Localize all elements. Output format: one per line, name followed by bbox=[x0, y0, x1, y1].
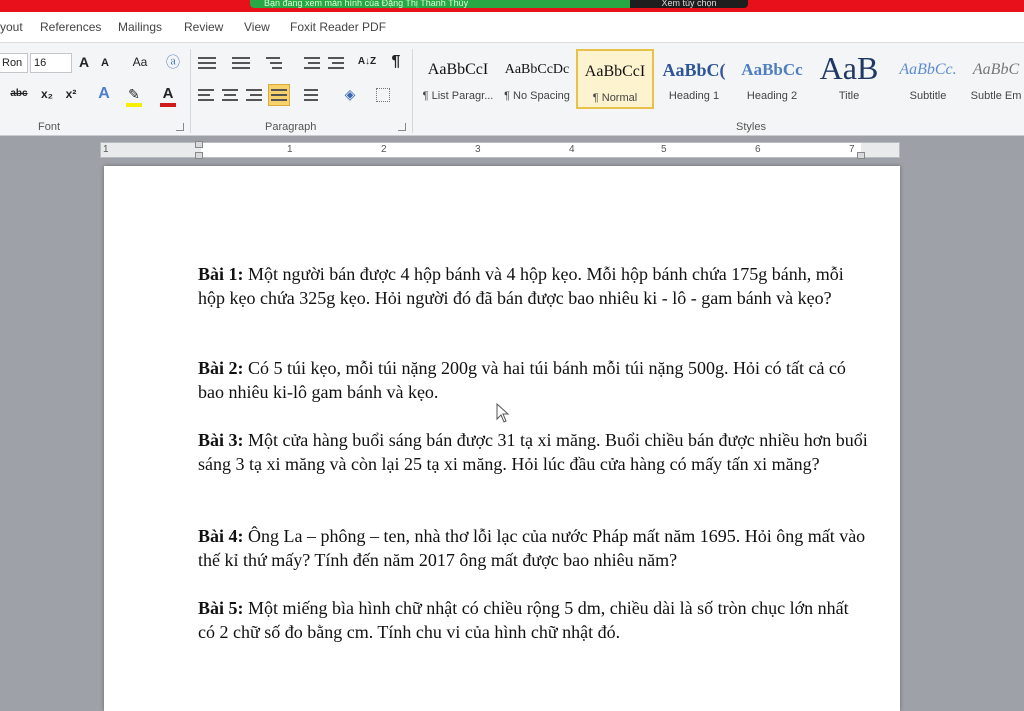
font-color-swatch bbox=[160, 103, 176, 107]
style-list-paragraph[interactable] bbox=[418, 49, 498, 109]
ruler-number: 3 bbox=[475, 144, 481, 155]
style-no-spacing[interactable] bbox=[498, 49, 576, 109]
ruler-number: 5 bbox=[661, 144, 667, 155]
style-preview: AaBbCcDc bbox=[504, 62, 570, 77]
exercise-1[interactable] bbox=[198, 262, 870, 310]
exercise-label: Bài 3: bbox=[198, 430, 244, 450]
tab-layout[interactable]: yout bbox=[0, 20, 23, 34]
group-separator bbox=[412, 49, 413, 133]
ruler-number: 4 bbox=[569, 144, 575, 155]
justify-icon bbox=[271, 88, 289, 102]
tab-references[interactable]: References bbox=[40, 20, 102, 34]
style-name: ¶ List Paragr... bbox=[422, 90, 494, 102]
style-preview: AaBbCcI bbox=[427, 61, 489, 78]
ribbon-tabs bbox=[0, 12, 1024, 42]
exercise-4[interactable] bbox=[198, 524, 870, 572]
group-separator bbox=[190, 49, 191, 133]
style-preview: AaBbCcI bbox=[584, 63, 646, 80]
exercise-text: Một người bán được 4 hộp bánh và 4 hộp kẹo. Mỗi hộp bánh chứa 175g bánh, mỗi hộp kẹo chứa 325g kẹo. Hỏi người đó đã bán được bao nhiêu ki - lô - gam bánh và kẹo? bbox=[198, 264, 844, 308]
align-right-icon[interactable] bbox=[246, 88, 264, 102]
style-name: Title bbox=[838, 90, 860, 102]
exercise-label: Bài 4: bbox=[198, 526, 244, 546]
style-heading-1[interactable] bbox=[656, 49, 732, 109]
screen-share-bar bbox=[0, 0, 1024, 12]
tab-view[interactable]: View bbox=[244, 20, 270, 34]
font-size-box[interactable]: 16 bbox=[30, 53, 72, 73]
tab-foxit-reader-pdf[interactable]: Foxit Reader PDF bbox=[290, 20, 387, 34]
decrease-indent-icon[interactable] bbox=[304, 56, 322, 70]
exercise-2[interactable] bbox=[198, 356, 870, 404]
clear-formatting-icon[interactable]: ⓐ bbox=[166, 54, 180, 70]
tab-review[interactable]: Review bbox=[184, 20, 224, 34]
bullets-icon[interactable] bbox=[198, 56, 216, 70]
grow-font-button[interactable]: A bbox=[78, 54, 90, 70]
multilevel-list-icon[interactable] bbox=[266, 56, 284, 70]
style-name: Heading 1 bbox=[668, 90, 720, 102]
style-title[interactable] bbox=[812, 49, 886, 109]
show-formatting-marks-button[interactable]: ¶ bbox=[391, 53, 401, 70]
exercise-label: Bài 1: bbox=[198, 264, 244, 284]
increase-indent-icon[interactable] bbox=[328, 56, 346, 70]
style-name: Subtitle bbox=[909, 90, 947, 102]
screen-share-notification bbox=[250, 0, 748, 8]
exercise-5[interactable] bbox=[198, 596, 870, 644]
ruler-text-area bbox=[201, 143, 861, 157]
style-name: ¶ Normal bbox=[592, 92, 638, 104]
borders-icon[interactable] bbox=[376, 88, 390, 102]
strikethrough-button[interactable]: abc bbox=[10, 88, 28, 99]
sort-button[interactable]: A↓Z bbox=[357, 56, 377, 67]
style-preview: AaB bbox=[819, 50, 879, 86]
right-indent-marker[interactable] bbox=[857, 152, 865, 159]
justify-button[interactable] bbox=[268, 84, 290, 106]
exercise-text: Có 5 túi kẹo, mỗi túi nặng 200g và hai túi bánh mỗi túi nặng 500g. Hỏi có tất cả có bao nhiêu ki-lô gam bánh và kẹo. bbox=[198, 358, 846, 402]
exercise-label: Bài 5: bbox=[198, 598, 244, 618]
exercise-3[interactable] bbox=[198, 428, 870, 476]
view-options-button[interactable]: Xem tùy chọn bbox=[661, 0, 717, 8]
highlight-icon[interactable]: ✎ bbox=[128, 86, 140, 102]
style-name: Heading 2 bbox=[746, 90, 798, 102]
ruler-number: 1 bbox=[103, 144, 109, 155]
subscript-button[interactable]: x₂ bbox=[40, 87, 53, 101]
first-line-indent-marker[interactable] bbox=[195, 141, 203, 148]
font-dialog-launcher[interactable] bbox=[176, 123, 184, 131]
ruler-number: 7 bbox=[849, 144, 855, 155]
document-page[interactable] bbox=[104, 166, 900, 711]
left-indent-marker[interactable] bbox=[195, 152, 203, 159]
style-name: ¶ No Spacing bbox=[504, 90, 570, 102]
style-preview: AaBbC( bbox=[662, 60, 726, 80]
style-heading-2[interactable] bbox=[734, 49, 810, 109]
style-subtle-emphasis[interactable] bbox=[968, 49, 1024, 109]
style-preview: AaBbCc bbox=[741, 60, 803, 79]
line-spacing-icon[interactable] bbox=[300, 88, 318, 102]
font-group-label: Font bbox=[38, 121, 61, 133]
text-effects-icon[interactable]: A bbox=[98, 85, 110, 102]
ruler-number: 2 bbox=[381, 144, 387, 155]
paragraph-dialog-launcher[interactable] bbox=[398, 123, 406, 131]
ruler-number: 6 bbox=[755, 144, 761, 155]
style-preview: AaBbC bbox=[972, 61, 1020, 78]
shrink-font-button[interactable]: A bbox=[101, 57, 109, 69]
change-case-button[interactable]: Aa bbox=[132, 55, 148, 69]
exercise-text: Một cửa hàng buổi sáng bán được 31 tạ xi măng. Buổi chiều bán được nhiều hơn buổi sáng 3 tạ xi măng và còn lại 25 tạ xi măng. Hỏi lúc đầu cửa hàng có mấy tấn xi măng? bbox=[198, 430, 868, 474]
mouse-pointer-icon bbox=[496, 403, 510, 423]
tab-mailings[interactable]: Mailings bbox=[118, 20, 163, 34]
align-center-icon[interactable] bbox=[222, 88, 240, 102]
horizontal-ruler[interactable] bbox=[100, 142, 900, 158]
style-subtitle[interactable] bbox=[888, 49, 968, 109]
highlight-color-swatch bbox=[126, 103, 142, 107]
exercise-text: Một miếng bìa hình chữ nhật có chiều rộng 5 dm, chiều dài là số tròn chục lớn nhất có 2 chữ số đo bằng cm. Tính chu vi của hình chữ nhật đó. bbox=[198, 598, 849, 642]
styles-group-label: Styles bbox=[736, 121, 766, 133]
style-normal[interactable] bbox=[576, 49, 654, 109]
superscript-button[interactable]: x² bbox=[65, 87, 77, 101]
paragraph-group-label: Paragraph bbox=[265, 121, 317, 133]
exercise-text: Ông La – phông – ten, nhà thơ lỗi lạc của nước Pháp mất năm 1695. Hỏi ông mất vào thế kỉ thứ mấy? Tính đến năm 2017 ông mất được bao nhiêu năm? bbox=[198, 526, 866, 570]
align-left-icon[interactable] bbox=[198, 88, 216, 102]
ruler-number: 1 bbox=[287, 144, 293, 155]
ribbon bbox=[0, 42, 1024, 136]
screen-share-status: Bạn đang xem màn hình của Đặng Thị Thanh Thủy bbox=[250, 0, 630, 8]
style-preview: AaBbCc. bbox=[899, 61, 957, 78]
numbering-icon[interactable] bbox=[232, 56, 250, 70]
shading-icon[interactable]: ◈ bbox=[344, 86, 356, 102]
exercise-label: Bài 2: bbox=[198, 358, 244, 378]
style-name: Subtle Em bbox=[970, 90, 1022, 102]
font-color-icon[interactable]: A bbox=[162, 85, 174, 102]
font-name-box[interactable]: Ron bbox=[0, 53, 28, 73]
